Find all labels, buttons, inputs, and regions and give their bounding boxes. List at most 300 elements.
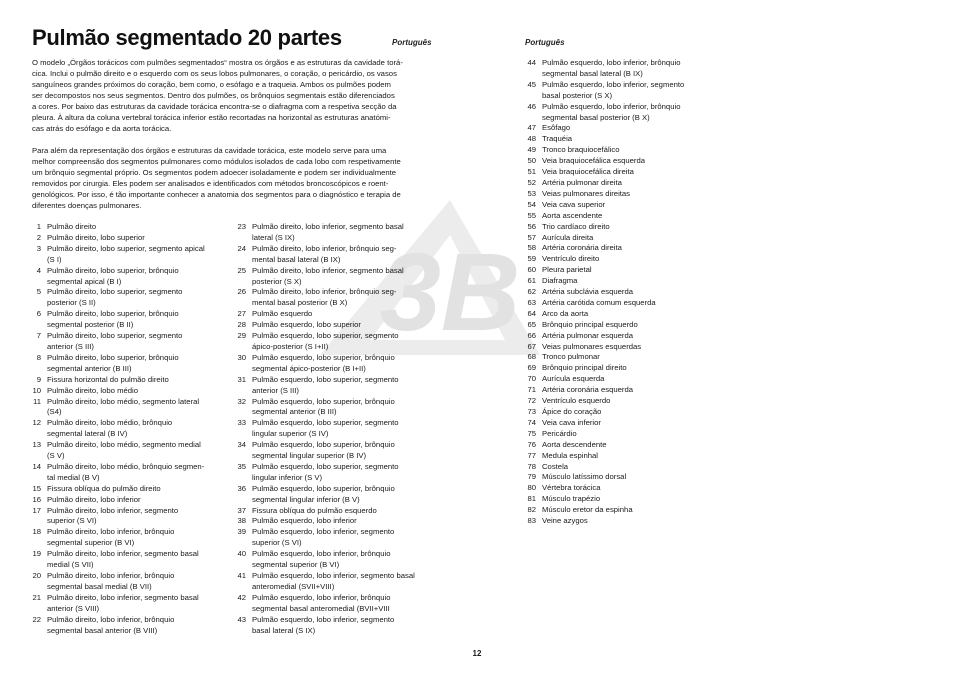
list-item <box>229 244 424 266</box>
item-number: 46 <box>527 101 536 111</box>
item-label <box>542 429 714 440</box>
list-item <box>519 276 714 287</box>
item-label-line: Pulmão direito, lobo superior, brônquio <box>47 265 179 275</box>
item-label-line: Aorta ascendente <box>542 210 603 220</box>
item-label-line: Pulmão esquerdo, lobo superior <box>252 320 361 330</box>
item-label <box>47 506 224 528</box>
item-label-line: lingular inferior (S V) <box>252 472 323 482</box>
item-label <box>252 484 424 506</box>
item-number: 50 <box>527 156 536 166</box>
item-number: 69 <box>527 363 536 373</box>
item-label-line: Artéria subclávia esquerda <box>542 287 634 297</box>
item-label-line: medial (S VII) <box>47 560 94 570</box>
item-label-line: Medula espinhal <box>542 450 598 460</box>
item-label <box>47 615 224 637</box>
item-label-line: Pulmão esquerdo, lobo superior, segmento <box>252 418 399 428</box>
item-number: 80 <box>527 483 536 493</box>
list-item <box>519 363 714 374</box>
item-label <box>252 287 424 309</box>
intro-paragraph <box>32 57 432 134</box>
item-label <box>542 233 714 244</box>
item-number: 59 <box>527 254 536 264</box>
item-label-line: superior (S VI) <box>252 538 302 548</box>
item-label-line: Pulmão esquerdo, lobo superior, brônquio <box>252 396 395 406</box>
item-label-line: Pleura parietal <box>542 265 592 275</box>
list-item <box>24 375 224 386</box>
item-label <box>47 462 224 484</box>
item-label <box>252 331 424 353</box>
list-item <box>519 243 714 254</box>
item-label <box>47 287 224 309</box>
item-number: 64 <box>527 308 536 318</box>
item-number: 56 <box>527 221 536 231</box>
item-number: 23 <box>237 222 246 231</box>
list-item <box>519 483 714 494</box>
item-label <box>252 418 424 440</box>
language-label: Português <box>392 38 432 47</box>
item-label <box>252 593 424 615</box>
item-number: 78 <box>527 461 536 471</box>
list-item <box>24 386 224 397</box>
list-item <box>519 145 714 156</box>
list-item <box>519 440 714 451</box>
item-number: 27 <box>237 309 246 319</box>
item-label <box>542 462 714 473</box>
item-number: 2 <box>36 232 41 242</box>
item-label-line: basal lateral (S IX) <box>252 625 316 635</box>
item-number: 70 <box>527 374 536 384</box>
item-label <box>542 134 714 145</box>
item-label <box>47 527 224 549</box>
item-number: 44 <box>527 58 536 67</box>
item-number: 57 <box>527 232 536 242</box>
list-item <box>519 298 714 309</box>
item-number: 77 <box>527 450 536 460</box>
item-label-line: Pulmão direito, lobo inferior, brônquio <box>47 527 175 537</box>
item-label-line: lingular superior (S IV) <box>252 429 329 439</box>
item-label-line: Veia cava superior <box>542 199 606 209</box>
item-label-line: posterior (S II) <box>47 298 96 308</box>
list-item <box>24 397 224 419</box>
item-label <box>252 375 424 397</box>
text-line: removidos por cirurgia. Eles podem ser analisados e identificados com métodos broncoscópicos e roent- <box>32 179 389 188</box>
item-number: 68 <box>527 352 536 362</box>
item-label-line: lateral (S IX) <box>252 232 295 242</box>
item-number: 60 <box>527 265 536 275</box>
item-label-line: segmental basal anterior (B VIII) <box>47 625 158 635</box>
item-label <box>252 440 424 462</box>
list-item <box>519 156 714 167</box>
item-label <box>47 222 224 233</box>
list-item <box>24 484 224 495</box>
item-label-line: Pulmão esquerdo, lobo inferior, segmento <box>542 79 685 89</box>
parts-list-column-3 <box>519 58 714 527</box>
item-label <box>542 516 714 527</box>
list-item <box>24 266 224 288</box>
item-label-line: segmental basal medial (B VII) <box>47 581 152 591</box>
item-label <box>542 102 714 124</box>
list-item <box>24 527 224 549</box>
list-item <box>229 462 424 484</box>
list-item <box>229 571 424 593</box>
item-label-line: Pulmão direito, lobo superior, segmento apical <box>47 243 205 253</box>
item-label-line: Pulmão esquerdo, lobo superior, brônquio <box>252 440 395 450</box>
list-item <box>229 593 424 615</box>
item-label-line: Arco da aorta <box>542 308 589 318</box>
item-label-line: mental basal posterior (B X) <box>252 298 348 308</box>
item-label-line: Pulmão esquerdo, lobo superior, brônquio <box>252 352 395 362</box>
language-label: Português <box>525 38 565 47</box>
list-item <box>519 472 714 483</box>
item-label-line: segmental basal anteromedial (BVII+VIII <box>252 603 390 613</box>
item-number: 32 <box>237 396 246 406</box>
item-label <box>47 571 224 593</box>
item-label <box>47 593 224 615</box>
item-label-line: Pulmão direito, lobo médio, segmento medial <box>47 440 201 450</box>
item-label <box>47 397 224 419</box>
item-number: 35 <box>237 461 246 471</box>
item-number: 8 <box>36 352 41 362</box>
intro-paragraph <box>32 145 432 211</box>
item-number: 37 <box>237 505 246 515</box>
list-item <box>229 506 424 517</box>
item-label <box>542 331 714 342</box>
list-item <box>229 418 424 440</box>
text-line: sanguíneos grandes próximos do coração, bem como, o esófago e a traqueia. Ambos os pulmões podem <box>32 80 391 89</box>
item-label-line: anteromedial (SVII+VIII) <box>252 581 335 591</box>
item-label-line: Pulmão direito, lobo médio, brônquio <box>47 418 173 428</box>
item-label <box>47 353 224 375</box>
list-item <box>24 287 224 309</box>
item-label <box>542 418 714 429</box>
list-item <box>519 287 714 298</box>
item-label-line: Diafragma <box>542 276 578 286</box>
item-label <box>252 516 424 527</box>
text-line: pleura. À altura da coluna vertebral torácica inferior estão recortadas na horizontal as estruturas anatómi- <box>32 113 391 122</box>
item-label <box>542 451 714 462</box>
list-item <box>519 254 714 265</box>
item-label-line: superior (S VI) <box>47 516 97 526</box>
list-item <box>519 407 714 418</box>
item-number: 48 <box>527 134 536 144</box>
list-item <box>519 516 714 527</box>
item-label-line: Pulmão direito, lobo inferior, segmento basal <box>252 265 404 275</box>
list-item <box>24 418 224 440</box>
item-number: 45 <box>527 79 536 89</box>
item-label-line: Pulmão esquerdo, lobo inferior, segmento basal <box>252 571 415 580</box>
item-label-line: Esôfago <box>542 123 571 133</box>
list-item <box>24 222 224 233</box>
list-item <box>24 462 224 484</box>
item-label <box>47 440 224 462</box>
item-label-line: Pulmão direito, lobo médio, brônquio segmen- <box>47 461 205 471</box>
item-number: 43 <box>237 614 246 624</box>
list-item <box>229 549 424 571</box>
item-number: 22 <box>32 614 41 624</box>
item-number: 14 <box>32 461 41 471</box>
item-label <box>542 352 714 363</box>
item-number: 54 <box>527 199 536 209</box>
item-label <box>542 80 714 102</box>
item-number: 65 <box>527 319 536 329</box>
item-label-line: Tronco pulmonar <box>542 352 600 362</box>
item-label <box>542 58 714 80</box>
item-number: 66 <box>527 330 536 340</box>
item-label <box>542 505 714 516</box>
item-label <box>252 571 424 593</box>
item-label-line: Artéria pulmonar esquerda <box>542 330 634 340</box>
item-number: 62 <box>527 287 536 297</box>
text-line: diferentes doenças pulmonares. <box>32 201 142 210</box>
item-number: 28 <box>237 320 246 330</box>
item-label-line: Veias pulmonares direitas <box>542 188 631 198</box>
item-label-line: Pulmão direito, lobo inferior, brônquio seg- <box>252 287 397 297</box>
parts-list-column-1 <box>24 222 224 636</box>
list-item <box>24 353 224 375</box>
item-label-line: Músculo trapézio <box>542 494 601 504</box>
item-number: 19 <box>32 549 41 559</box>
list-item <box>229 353 424 375</box>
item-number: 67 <box>527 341 536 351</box>
list-item <box>519 331 714 342</box>
item-label <box>542 211 714 222</box>
item-label-line: Pulmão direito, lobo inferior, brônquio <box>47 571 175 580</box>
item-label-line: Pulmão direito, lobo inferior, segmento basal <box>47 592 199 602</box>
item-label <box>47 375 224 386</box>
text-line: a cores. Por baixo das estruturas da cavidade torácica encontra-se o diafragma com a respetiva secção da <box>32 102 397 111</box>
item-label-line: Artéria pulmonar direita <box>542 177 622 187</box>
item-label <box>542 123 714 134</box>
item-label-line: Pulmão esquerdo, lobo inferior, brônquio <box>542 101 681 111</box>
item-number: 81 <box>527 494 536 504</box>
text-line: cas atrás do esófago e da aorta torácica. <box>32 124 172 133</box>
text-line: melhor compreensão dos segmentos pulmonares como módulos isolados de cada lobo com respetivamente <box>32 157 401 166</box>
item-label-line: ápico-posterior (S I+II) <box>252 341 329 351</box>
list-item <box>519 167 714 178</box>
item-number: 41 <box>237 571 246 580</box>
item-label <box>252 222 424 244</box>
item-number: 47 <box>527 123 536 133</box>
item-label-line: Artéria coronária esquerda <box>542 385 634 395</box>
item-label-line: segmental lateral (B IV) <box>47 429 128 439</box>
page-number: 12 <box>472 649 482 658</box>
list-item <box>229 484 424 506</box>
item-label <box>47 309 224 331</box>
item-number: 72 <box>527 396 536 406</box>
item-label <box>252 506 424 517</box>
list-item <box>519 58 714 80</box>
item-label <box>542 472 714 483</box>
item-label-line: Veias pulmonares esquerdas <box>542 341 642 351</box>
item-label-line: Pulmão direito, lobo superior <box>47 232 145 242</box>
item-label-line: Ventrículo esquerdo <box>542 396 611 406</box>
list-item <box>519 200 714 211</box>
list-item <box>24 331 224 353</box>
item-label <box>47 233 224 244</box>
item-number: 40 <box>237 549 246 559</box>
item-label-line: segmental posterior (B II) <box>47 320 134 330</box>
item-number: 76 <box>527 439 536 449</box>
item-label <box>542 167 714 178</box>
item-label <box>47 386 224 397</box>
item-label-line: basal posterior (S X) <box>542 90 613 100</box>
item-label-line: segmental anterior (B III) <box>47 363 132 373</box>
item-number: 79 <box>527 472 536 482</box>
list-item <box>519 189 714 200</box>
list-item <box>519 494 714 505</box>
list-item <box>229 222 424 244</box>
item-number: 75 <box>527 428 536 438</box>
item-number: 33 <box>237 418 246 428</box>
item-label-line: tal medial (B V) <box>47 472 100 482</box>
list-item <box>229 331 424 353</box>
item-label-line: Fissura oblíqua do pulmão esquerdo <box>252 505 377 515</box>
item-label-line: segmental basal posterior (B X) <box>542 112 650 122</box>
list-item <box>519 102 714 124</box>
item-label-line: Pulmão esquerdo, lobo inferior, brônquio <box>252 592 391 602</box>
item-label <box>542 494 714 505</box>
item-number: 25 <box>237 265 246 275</box>
item-label-line: Aurícula esquerda <box>542 374 605 384</box>
item-label-line: Ventrículo direito <box>542 254 600 264</box>
list-item <box>519 429 714 440</box>
item-label <box>542 145 714 156</box>
item-label <box>542 309 714 320</box>
item-number: 55 <box>527 210 536 220</box>
item-label-line: segmental superior (B VI) <box>47 538 135 548</box>
item-label <box>47 266 224 288</box>
list-item <box>519 342 714 353</box>
item-label <box>542 287 714 298</box>
item-number: 49 <box>527 145 536 155</box>
item-label-line: Pulmão esquerdo <box>252 309 313 319</box>
item-label-line: Pulmão esquerdo, lobo inferior, segmento <box>252 614 395 624</box>
item-label-line: Artéria coronária direita <box>542 243 622 253</box>
item-label-line: Pulmão esquerdo, lobo inferior <box>252 516 357 526</box>
text-line: um brônquio segmental próprio. Os segmentos podem adoecer isoladamente e podem ser individualmente <box>32 168 397 177</box>
list-item <box>24 244 224 266</box>
item-label <box>542 276 714 287</box>
item-number: 58 <box>527 243 536 253</box>
item-label-line: Veine azygos <box>542 516 588 526</box>
item-number: 53 <box>527 188 536 198</box>
item-label-line: Pulmão esquerdo, lobo inferior, brônquio <box>252 549 391 559</box>
item-label <box>252 309 424 320</box>
item-number: 31 <box>237 374 246 384</box>
list-item <box>519 233 714 244</box>
list-item <box>519 265 714 276</box>
item-label <box>252 266 424 288</box>
list-item <box>519 211 714 222</box>
item-label <box>542 178 714 189</box>
item-label-line: Tronco braquiocefálico <box>542 145 620 155</box>
list-item <box>229 309 424 320</box>
item-label <box>542 440 714 451</box>
item-label-line: anterior (S VIII) <box>47 603 100 613</box>
item-label-line: Fissura horizontal do pulmão direito <box>47 374 169 384</box>
list-item <box>229 375 424 397</box>
item-label-line: Pulmão esquerdo, lobo superior, segmento <box>252 374 399 384</box>
list-item <box>24 309 224 331</box>
item-label <box>542 243 714 254</box>
item-label <box>542 374 714 385</box>
item-label-line: Veia braquiocefálica esquerda <box>542 156 645 166</box>
item-label-line: segmental superior (B VI) <box>252 560 340 570</box>
item-label-line: Pulmão direito, lobo superior, brônquio <box>47 309 179 319</box>
list-item <box>24 495 224 506</box>
item-number: 74 <box>527 417 536 427</box>
item-label-line: posterior (S X) <box>252 276 302 286</box>
item-label-line: Pericárdio <box>542 428 577 438</box>
item-label-line: Trio cardíaco direito <box>542 221 610 231</box>
text-line: ser decompostos nos seus segmentos. Dentro dos pulmões, os brônquios segmentais estão diferenciados <box>32 91 395 100</box>
list-item <box>519 451 714 462</box>
text-line: Para além da representação dos órgãos e estruturas da cavidade torácica, este modelo serve para uma <box>32 146 387 155</box>
list-item <box>519 396 714 407</box>
item-number: 16 <box>32 494 41 504</box>
item-label-line: Ápice do coração <box>542 407 602 416</box>
item-label-line: Pulmão esquerdo, lobo superior, segmento <box>252 461 399 471</box>
item-label-line: segmental lingular inferior (B V) <box>252 494 360 504</box>
item-label-line: mental basal lateral (B IX) <box>252 254 341 264</box>
item-label-line: Veia braquiocefálica direita <box>542 167 634 177</box>
item-label-line: Pulmão direito, lobo inferior, brônquio seg- <box>252 243 397 253</box>
item-label-line: Brônquio principal esquerdo <box>542 319 638 329</box>
list-item <box>24 506 224 528</box>
list-item <box>24 440 224 462</box>
list-item <box>229 516 424 527</box>
item-label-line: segmental ápico-posterior (B I+II) <box>252 363 366 373</box>
item-label-line: Pulmão direito, lobo superior, brônquio <box>47 352 179 362</box>
item-number: 34 <box>237 440 246 450</box>
item-number: 13 <box>32 440 41 450</box>
item-label-line: Veia cava inferior <box>542 417 601 427</box>
item-label-line: Pulmão direito, lobo médio, segmento lateral <box>47 396 200 406</box>
item-label <box>542 363 714 374</box>
item-label-line: Pulmão direito, lobo superior, segmento <box>47 331 183 341</box>
item-number: 73 <box>527 407 536 416</box>
item-label <box>542 342 714 353</box>
item-number: 17 <box>32 505 41 515</box>
list-item <box>519 222 714 233</box>
item-number: 21 <box>32 592 41 602</box>
item-number: 83 <box>527 516 536 526</box>
item-label-line: Pulmão direito <box>47 222 97 231</box>
svg-text:3B: 3B <box>379 231 521 354</box>
item-label <box>47 495 224 506</box>
item-label <box>542 320 714 331</box>
list-item <box>229 527 424 549</box>
item-label-line: Pulmão direito, lobo inferior, brônquio <box>47 614 175 624</box>
item-label <box>542 298 714 309</box>
item-label <box>47 549 224 571</box>
item-label-line: Pulmão esquerdo, lobo inferior, brônquio <box>542 58 681 67</box>
text-line: O modelo „Órgãos torácicos com pulmões segmentados“ mostra os órgãos e as estruturas da cavidade torá- <box>32 58 403 67</box>
item-label-line: Pulmão direito, lobo médio <box>47 385 139 395</box>
item-label-line: Pulmão esquerdo, lobo superior, brônquio <box>252 483 395 493</box>
item-number: 15 <box>32 483 41 493</box>
item-label <box>542 222 714 233</box>
item-number: 82 <box>527 505 536 515</box>
item-label <box>47 484 224 495</box>
item-label-line: Pulmão esquerdo, lobo superior, segmento <box>252 331 399 341</box>
item-number: 6 <box>36 309 41 319</box>
list-item <box>519 320 714 331</box>
item-label-line: Pulmão direito, lobo inferior, segmento basal <box>252 222 404 231</box>
item-label-line: (S V) <box>47 451 65 461</box>
item-label <box>542 385 714 396</box>
item-number: 12 <box>32 418 41 428</box>
